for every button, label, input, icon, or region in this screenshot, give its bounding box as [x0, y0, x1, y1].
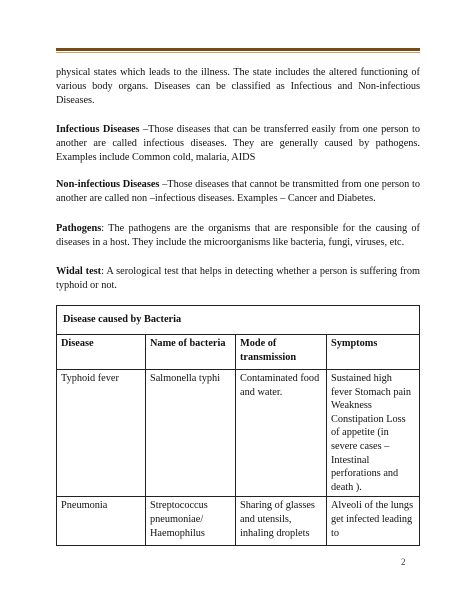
pathogens-text: : The pathogens are the organisms that are responsible for the causing of diseases in a host. They include the microorganisms like bacteria, fungi, viruses, etc.: [56, 222, 420, 248]
noninfectious-term: Non-infectious Diseases: [56, 179, 160, 191]
table-row: [57, 497, 420, 546]
pathogens-term: Pathogens: [56, 222, 102, 234]
page-number: 2: [401, 557, 406, 567]
header-rule: [56, 48, 420, 51]
intro-paragraph: physical states which leads to the illness. The state includes the altered functioning of various body organs. Diseases can be classified as Infectious and Non-infectious Diseases.: [56, 67, 420, 107]
cell-disease: Pneumonia: [57, 497, 146, 546]
cell-symptoms: Alveoli of the lungs get infected leading to: [327, 497, 420, 546]
noninfectious-text: –Those diseases that cannot be transmitted from one person to another are called non –infectious diseases. Examples – Cancer and Diabetes.: [56, 179, 420, 205]
header-rule-thin: [56, 52, 420, 53]
bacteria-disease-table: [56, 305, 420, 546]
header-disease: Disease: [57, 335, 146, 370]
header-symptoms: Symptoms: [327, 335, 420, 370]
infectious-text: –Those diseases that can be transferred easily from one person to another are called infectious diseases. They are generally caused by pathogens. Examples include Common cold, malaria, AIDS: [56, 123, 420, 164]
table-header-row: [57, 335, 420, 370]
cell-mode: Contaminated food and water.: [236, 370, 327, 497]
header-bacteria: Name of bacteria: [146, 335, 236, 370]
infectious-paragraph: [56, 123, 420, 166]
infectious-term: Infectious Diseases: [56, 123, 140, 135]
widal-paragraph: [56, 265, 420, 293]
header-mode: Mode of transmission: [236, 335, 327, 370]
cell-symptoms: Sustained high fever Stomach pain Weakness Constipation Loss of appetite (in severe cases – Intestinal perforations and death ).: [327, 370, 420, 497]
widal-text: : A serological test that helps in detecting whether a person is suffering from typhoid or not.: [56, 266, 420, 292]
noninfectious-paragraph: [56, 178, 420, 206]
cell-mode: Sharing of glasses and utensils, inhaling droplets: [236, 497, 327, 546]
cell-disease: Typhoid fever: [57, 370, 146, 497]
widal-term: Widal test: [56, 266, 102, 278]
pathogens-paragraph: [56, 222, 420, 250]
table-row: [57, 370, 420, 497]
body-text: [56, 66, 420, 293]
cell-bacteria: Salmonella typhi: [146, 370, 236, 497]
cell-bacteria: Streptococcus pneumoniae/ Haemophilus: [146, 497, 236, 546]
table-title: Disease caused by Bacteria: [57, 306, 420, 335]
